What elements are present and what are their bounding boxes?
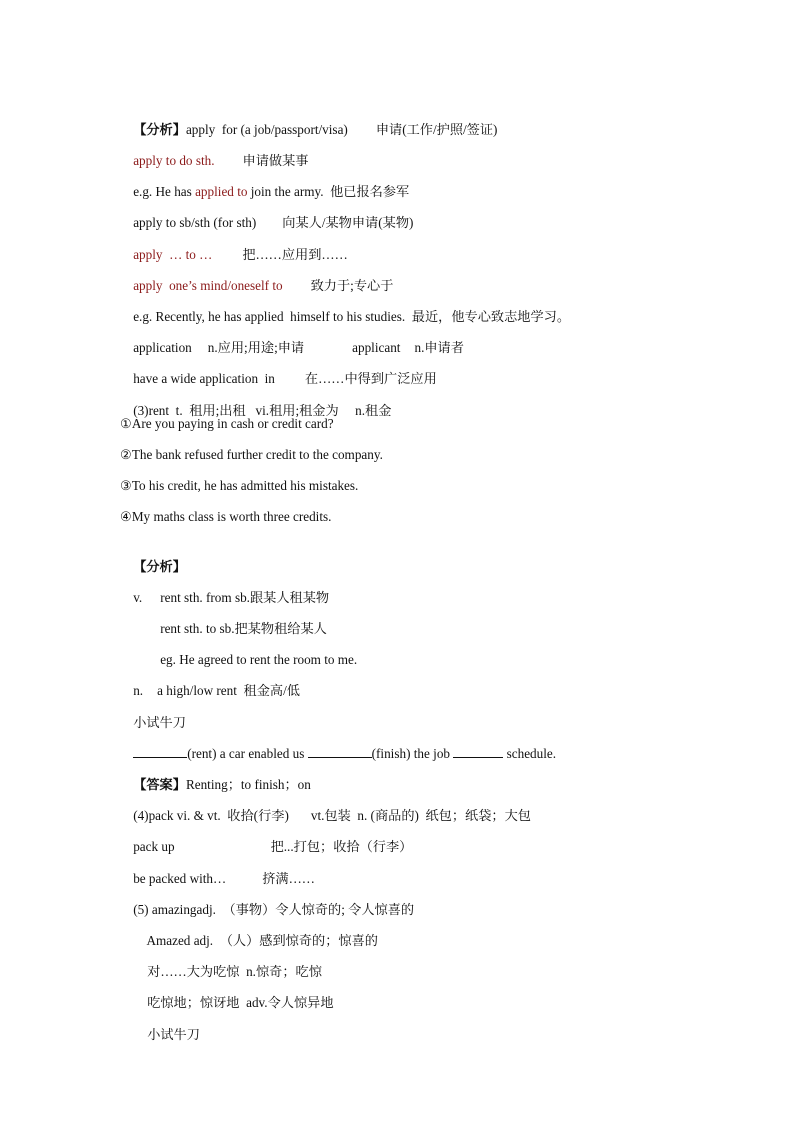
meaning: 向某人/某物申请(某物) xyxy=(282,215,414,230)
phrase: pack up xyxy=(133,839,175,854)
example-text: ③To his credit, he has admitted his mistakes. xyxy=(120,478,359,493)
example-text: ①Are you paying in cash or credit card? xyxy=(120,416,334,431)
phrase: Amazed adj. （人）感到惊奇的；惊喜的 xyxy=(146,933,378,948)
credit-example-2 xyxy=(120,446,383,464)
phrase: apply to sb/sth (for sth) xyxy=(133,215,257,230)
phrase: apply one’s mind/oneself to xyxy=(133,278,283,293)
analysis-tag: 【分析】 xyxy=(133,122,186,137)
example-text: join the army. 他已报名参军 xyxy=(247,184,410,199)
meaning: 挤满…… xyxy=(262,871,315,886)
meaning: 把...打包；收拾（行李） xyxy=(270,839,413,854)
example-text: ②The bank refused further credit to the company. xyxy=(120,447,383,462)
phrase: apply … to … xyxy=(133,247,213,262)
meaning: vt.包装 n. (商品的) 纸包；纸袋；大包 xyxy=(310,808,531,823)
meaning: 致力于;专心于 xyxy=(310,278,394,293)
meaning: 申请做某事 xyxy=(242,153,309,168)
practice-label: 小试牛刀 xyxy=(133,715,186,730)
credit-example-1 xyxy=(120,415,334,433)
answer-text: Renting；to finish；on xyxy=(185,777,311,792)
credit-example-3 xyxy=(120,477,358,495)
example-text: e.g. Recently, he has applied himself to his studies. 最近，他专心致志地学习。 xyxy=(133,309,571,324)
phrase: rent sth. to sb.把某物租给某人 xyxy=(160,621,327,636)
meaning: n.应用;用途;申请 xyxy=(207,340,305,355)
phrase: rent sth. from sb.跟某人租某物 xyxy=(160,590,330,605)
meaning: 在……中得到广泛应用 xyxy=(304,371,437,386)
example-text: e.g. He has xyxy=(133,184,196,199)
pos-label: n. xyxy=(133,683,144,698)
exercise-text: (rent) a car enabled us xyxy=(187,746,308,761)
example-text: eg. He agreed to rent the room to me. xyxy=(160,652,358,667)
blank-2[interactable] xyxy=(308,745,372,758)
example-text: ④My maths class is worth three credits. xyxy=(120,509,332,524)
phrase: be packed with… xyxy=(133,871,227,886)
blank-1[interactable] xyxy=(133,745,187,758)
highlight-phrase: applied to xyxy=(195,184,248,199)
phrase: apply to do sth. xyxy=(133,153,215,168)
credit-example-4 xyxy=(120,508,331,526)
phrase: apply for (a job/passport/visa) xyxy=(185,122,348,137)
exercise-text: schedule. xyxy=(503,746,557,761)
phrase: a high/low rent 租金高/低 xyxy=(157,683,300,698)
practice-label: 小试牛刀 xyxy=(147,1027,200,1042)
meaning: n.申请者 xyxy=(414,340,464,355)
analysis-tag: 【分析】 xyxy=(133,559,186,574)
heading-text: (4)pack vi. & vt. 收拾(行李) xyxy=(133,808,289,823)
phrase: 对……大为吃惊 n.惊奇；吃惊 xyxy=(147,964,322,979)
word: application xyxy=(133,340,192,355)
meaning: 申请(工作/护照/签证) xyxy=(375,122,498,137)
practice-heading-2 xyxy=(134,1008,200,1062)
meaning: 把……应用到…… xyxy=(242,247,348,262)
pos-label: v. xyxy=(133,590,143,605)
heading-text: (3)rent t. 租用;出租 vi.租用;租金为 n.租金 xyxy=(133,403,392,418)
answer-tag: 【答案】 xyxy=(133,777,186,792)
blank-3[interactable] xyxy=(453,745,503,758)
phrase: 吃惊地；惊讶地 adv.令人惊异地 xyxy=(147,995,334,1010)
word: applicant xyxy=(352,340,401,355)
exercise-text: (finish) the job xyxy=(371,746,454,761)
heading-text: (5) amazingadj. （事物）令人惊奇的; 令人惊喜的 xyxy=(133,902,415,917)
phrase: have a wide application in xyxy=(133,371,275,386)
